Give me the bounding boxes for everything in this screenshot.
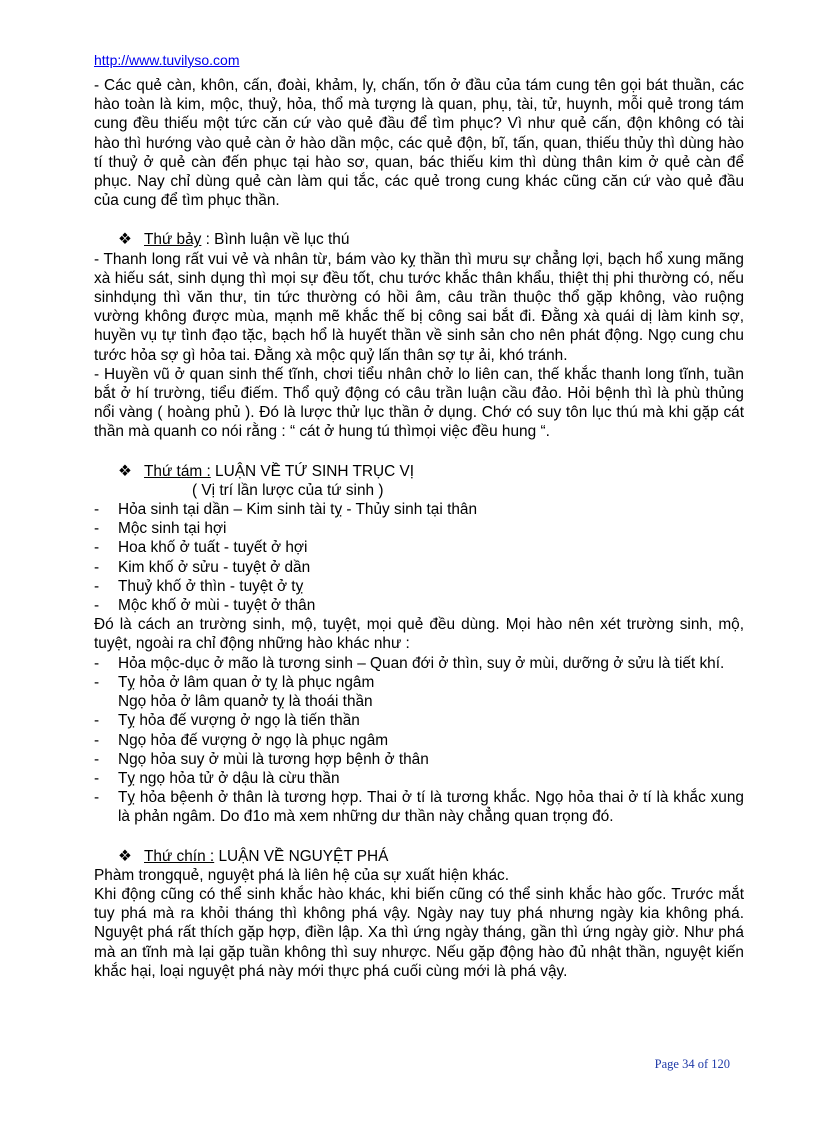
section-9-label: Thứ chín :	[144, 847, 215, 865]
list-item: - Hoa khố ở tuất - tuyết ở hợi	[94, 538, 744, 557]
list-item: - Ngọ hỏa đế vượng ở ngọ là phục ngâm	[94, 731, 744, 750]
list-item: - Mộc khố ở mùi - tuyệt ở thân	[94, 596, 744, 615]
diamond-bullet-icon: ❖	[118, 462, 132, 480]
section-8-label: Thứ tám :	[144, 462, 211, 480]
section-8-list-2	[94, 654, 744, 827]
section-9-title: LUẬN VỀ NGUYỆT PHÁ	[214, 847, 389, 865]
list-item: - Hỏa mộc-dục ở mão là tương sinh – Quan đới ở thìn, suy ở mùi, dưỡng ở sửu là tiết khí.	[94, 654, 744, 673]
section-7-label: Thứ bảy	[144, 231, 202, 249]
list-item-continuation: Ngọ hỏa ở lâm quanở tỵ là thoái thần	[118, 693, 373, 711]
list-item: - Kim khố ở sửu - tuyệt ở dần	[94, 558, 744, 577]
section-7-heading	[94, 230, 744, 249]
section-7-paragraph-2: - Huyền vũ ở quan sinh thế tĩnh, chơi tiểu nhân chở lo liên can, thế khắc thanh long tĩnh, tuần bắt ở hí trường, tiểu điếm. Thổ quỷ động có câu trần luận cầu đảo. Hỏi bệnh thì là phù thủng nổi vàng ( hoàng phủ ). Đó là lược thử lục thần ở dụng. Chớ có suy tôn lục thú mà khi gặp cát thần mà quanh co nói rằng : “ cát ở hung tú thìmọi việc đều hung “.	[94, 365, 744, 441]
section-9-paragraph-1: Phàm trongquẻ, nguyệt phá là liên hệ của sự xuất hiện khác.	[94, 866, 510, 884]
list-item: - Tỵ hỏa bệenh ở thân là tương hợp. Thai ở tí là tương khắc. Ngọ hỏa thai ở tí là khắc xung là phản ngâm. Do đ1o mà xem những dư thần này chẳng quan trọng đó.	[94, 788, 744, 826]
section-8-paragraph: Đó là cách an trường sinh, mộ, tuyệt, mọi quẻ đều dùng. Mọi hào nên xét trường sinh, mộ, tuyệt, ngoài ra chỉ động những hào khác như :	[94, 616, 744, 653]
section-7-title: : Bình luận về lục thú	[201, 231, 350, 249]
list-item: - Tỵ hỏa ở lâm quan ở tỵ là phục ngâm	[94, 673, 744, 692]
website-link[interactable]: http://www.tuvilyso.com	[94, 52, 240, 68]
section-7-paragraph-1: - Thanh long rất vui vẻ và nhân từ, bám vào kỵ thần thì mưu sự chẳng lợi, bạch hổ xung mãng xà hiếu sát, sinh dụng thì mọi sự đều tốt, chu tước khắc thân khẩu, thiệt thị phi thường có, nếu sinhdụng thì văn thư, tin tức thường có hồi âm, câu trần thuộc thổ gặp không, vào ruộng vường không được mùa, mạnh mẽ khắc thế bị công sai bắt đi. Đằng xà quái dị làm kinh sợ, huyền vụ tự tình đạo tặc, bạch hổ là huyết thần về sinh sản cho nên phát động. Ngọ cung chu tước hỏa sợ gì hỏa tai. Đằng xà mộc quỷ lấn thân sợ tự ải, khó tránh.	[94, 250, 744, 364]
page-content	[94, 76, 744, 981]
section-9-paragraph-2: Khi động cũng có thể sinh khắc hào khác, khi biến cũng có thể sinh khắc hào gốc. Trước mắt tuy phá mà ra khỏi tháng thì không phá vậy. Ngày nay tuy phá nhưng ngày kia không phá. Nguyệt phá rất thích gặp hợp, điền lập. Xa thì ứng ngày tháng, gần thì ứng ngày giờ. Như phá mà an tĩnh mà lại gặp tuần không thì suy nhược. Nếu gặp động hào đủ nhật thần, nguyệt kiến khắc hại, loại nguyệt phá này mới thực phá cuối cùng mới là phá vậy.	[94, 885, 744, 980]
section-8-subtitle: ( Vị trí lần lược của tứ sinh )	[192, 481, 384, 499]
list-item: - Tỵ hỏa đế vượng ở ngọ là tiến thần	[94, 711, 744, 730]
section-8-list-1	[94, 500, 744, 615]
page-number: Page 34 of 120	[654, 1057, 730, 1071]
section-8-heading	[94, 462, 744, 481]
section-9-heading	[94, 847, 744, 866]
section-8-title: LUẬN VỀ TỨ SINH TRỤC VỊ	[210, 462, 415, 480]
list-item: - Mộc sinh tại hợi	[94, 519, 744, 538]
intro-paragraph: - Các quẻ càn, khôn, cấn, đoài, khảm, ly, chấn, tốn ở đầu của tám cung tên gọi bát thuần, các hào toàn là kim, mộc, thuỷ, hỏa, thổ mà tượng là quan, phụ, tài, tử, huynh, mỗi quẻ trong tám cung đều thiếu một tức căn cứ vào quẻ đầu để tìm phục? Vì như quẻ cấn, độn không có tài hào thì hướng vào quẻ càn ở hào dần mộc, các quẻ độn, bĩ, tấn, quan, thiếu thủy thì dùng hào tí thuỷ ở quẻ càn đến phục tại hào sơ, quan, bác thiếu kim thì dùng thân kim ở quẻ càn để phục. Nay chỉ dùng quẻ càn làm qui tắc, các quẻ trong cung khác cũng căn cứ vào quẻ đầu của cung để tìm phục thần.	[94, 77, 744, 210]
list-item: - Tỵ ngọ hỏa tử ở dậu là cừu thần	[94, 769, 744, 788]
diamond-bullet-icon: ❖	[118, 847, 132, 865]
list-item: - Thuỷ khố ở thìn - tuyệt ở tỵ	[94, 577, 744, 596]
list-item: - Ngọ hỏa suy ở mùi là tương hợp bệnh ở thân	[94, 750, 744, 769]
diamond-bullet-icon: ❖	[118, 231, 132, 249]
list-item: - Hỏa sinh tại dần – Kim sinh tài tỵ - Thủy sinh tại thân	[94, 500, 744, 519]
